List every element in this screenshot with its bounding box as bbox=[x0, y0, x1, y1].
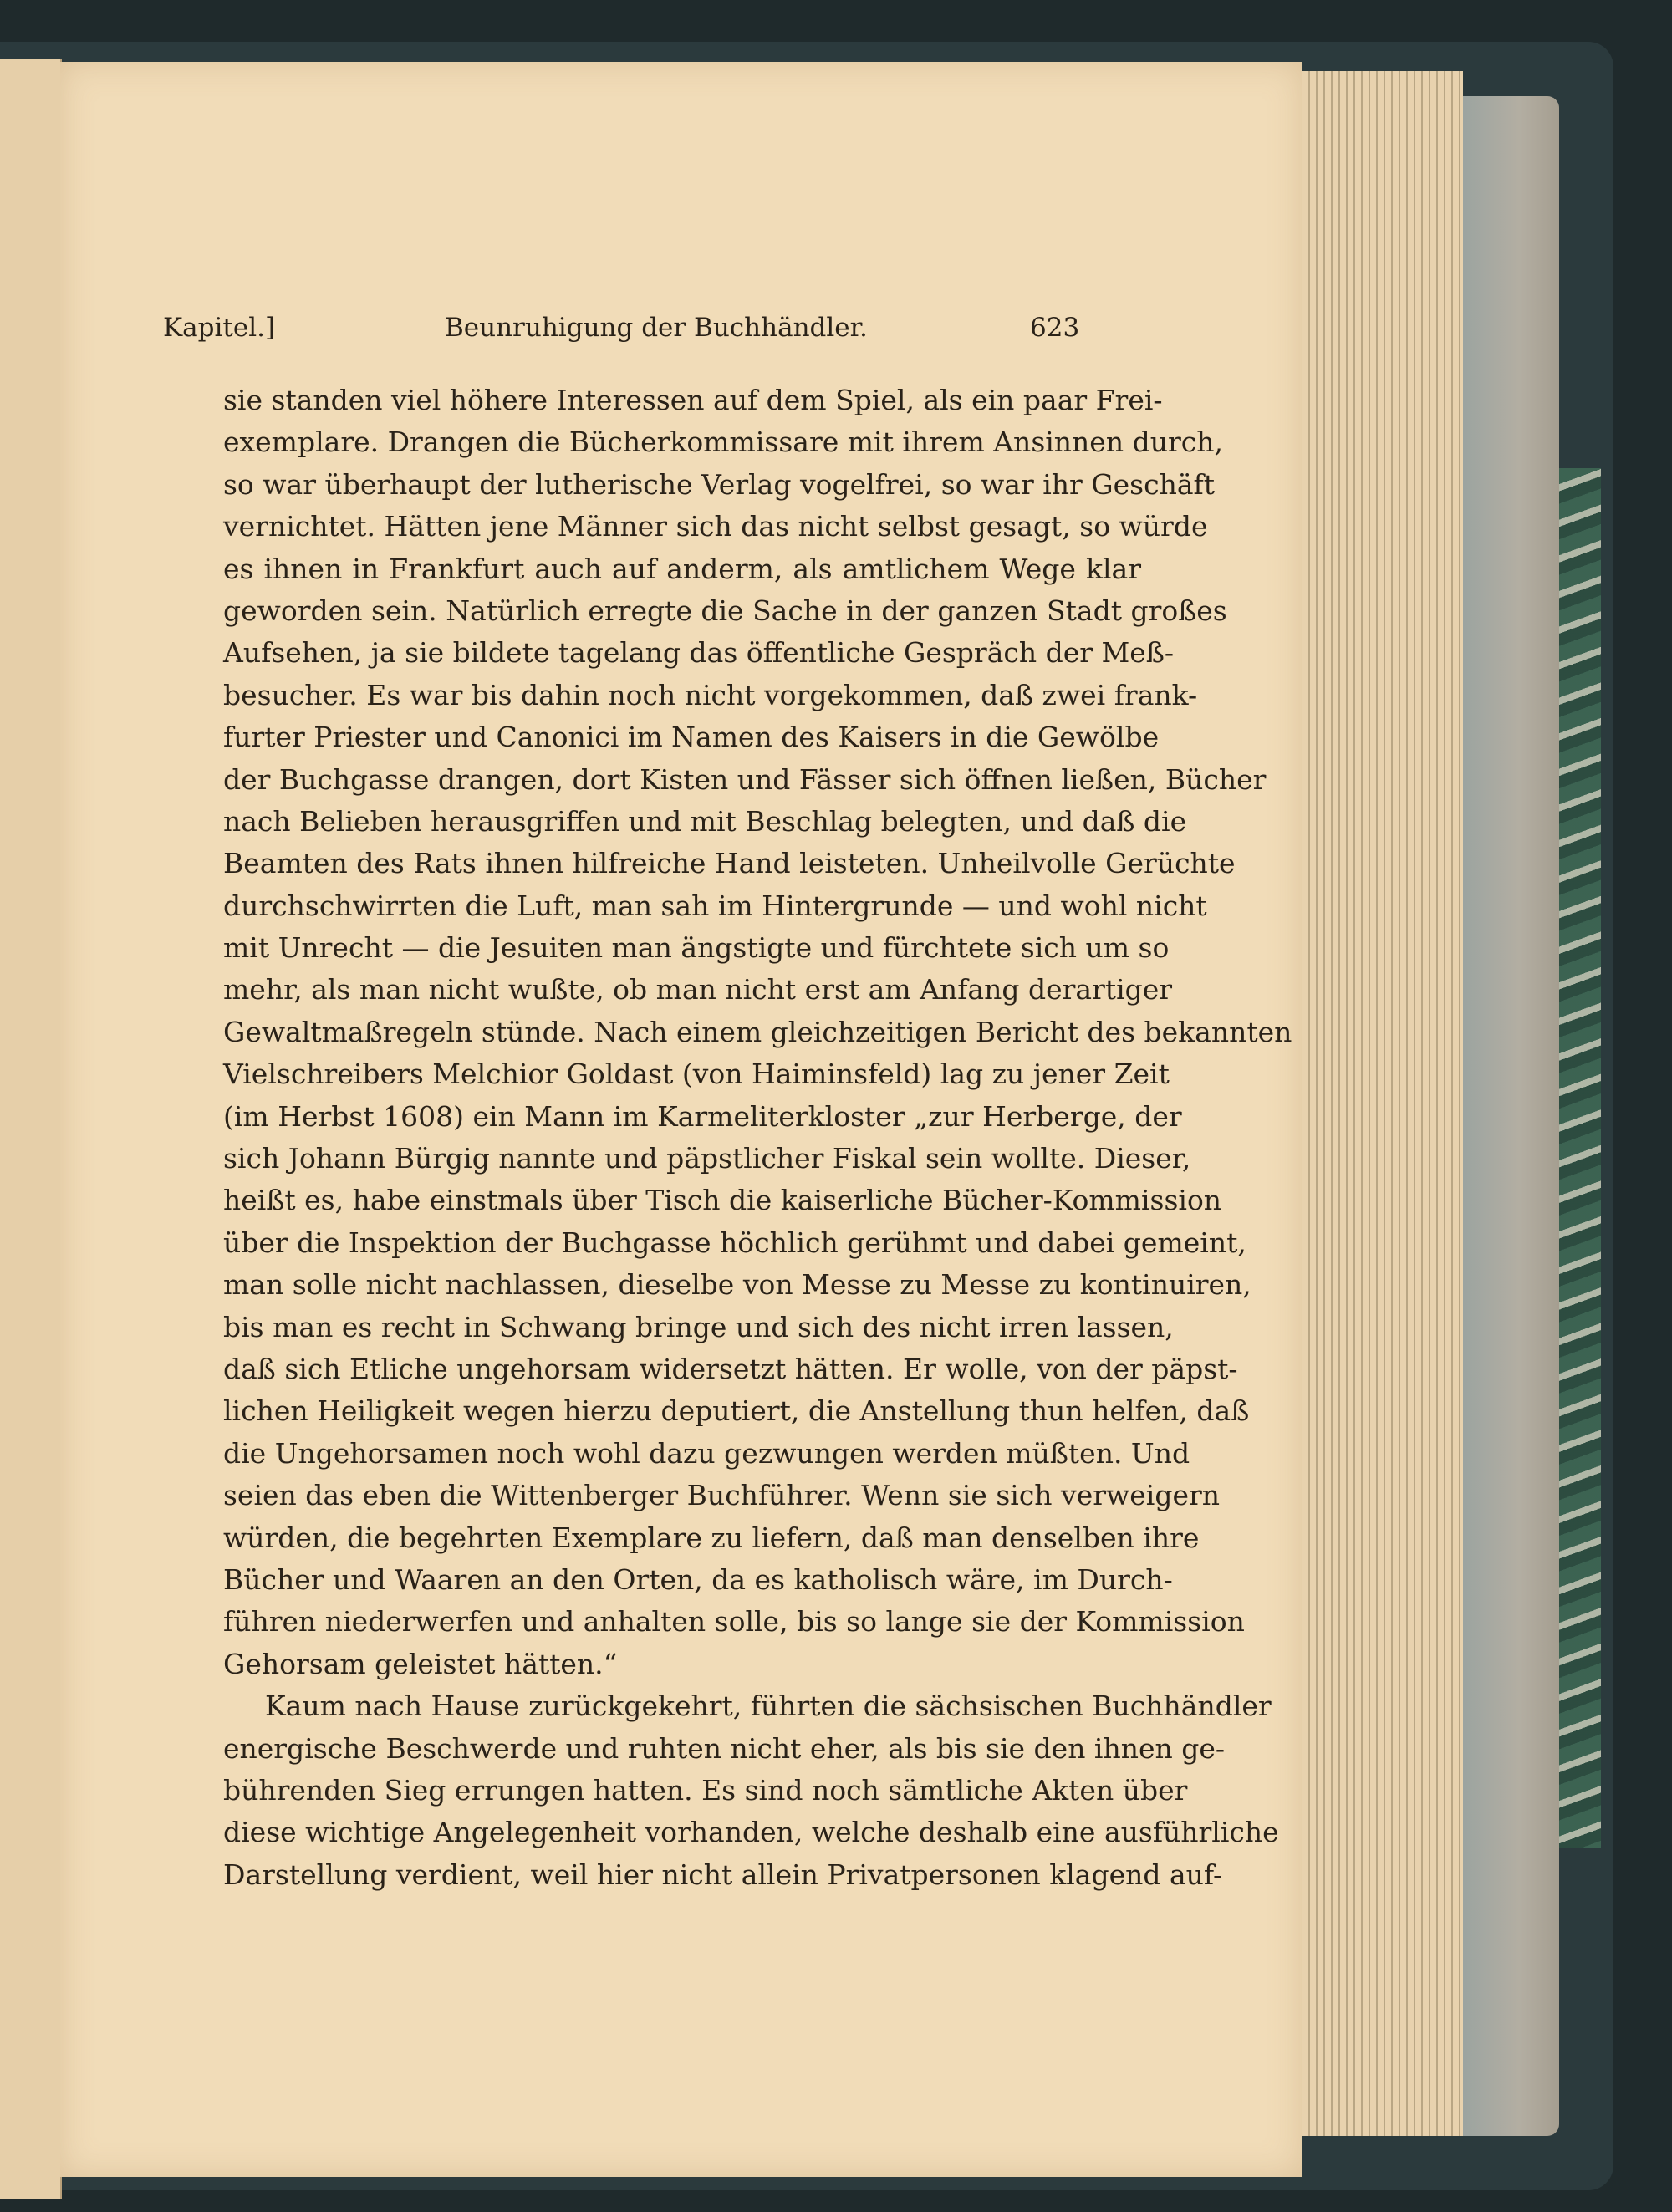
text-line: besucher. Es war bis dahin noch nicht vorgekommen, daß zwei frank- bbox=[223, 678, 1198, 711]
text-line: Gehorsam geleistet hätten.“ bbox=[223, 1647, 618, 1680]
text-line: so war überhaupt der lutherische Verlag vogelfrei, so war ihr Geschäft bbox=[223, 467, 1215, 501]
text-line: mehr, als man nicht wußte, ob man nicht erst am Anfang derartiger bbox=[223, 973, 1173, 1007]
running-head-title: Beunruhigung der Buchhändler. bbox=[445, 313, 868, 343]
text-line: (im Herbst 1608) ein Mann im Karmeliterkloster „zur Herberge, der bbox=[223, 1099, 1182, 1133]
text-line: diese wichtige Angelegenheit vorhanden, welche deshalb eine ausführliche bbox=[223, 1816, 1279, 1849]
body-text bbox=[223, 380, 1292, 1896]
text-line: die Ungehorsamen noch wohl dazu gezwungen werden müßten. Und bbox=[223, 1436, 1190, 1470]
text-line: mit Unrecht — die Jesuiten man ängstigte und fürchtete sich um so bbox=[223, 931, 1170, 965]
previous-page-edge bbox=[0, 59, 62, 2199]
text-line: Bücher und Waaren an den Orten, da es katholisch wäre, im Durch- bbox=[223, 1562, 1173, 1596]
text-line: bührenden Sieg errungen hatten. Es sind noch sämtliche Akten über bbox=[223, 1773, 1188, 1807]
running-head-chapter: Kapitel.] bbox=[163, 313, 276, 343]
text-line: durchschwirrten die Luft, man sah im Hintergrunde — und wohl nicht bbox=[223, 889, 1207, 922]
text-line: lichen Heiligkeit wegen hierzu deputiert, die Anstellung thun helfen, daß bbox=[223, 1394, 1250, 1428]
text-line: sie standen viel höhere Interessen auf dem Spiel, als ein paar Frei- bbox=[223, 384, 1163, 416]
text-line: energische Beschwerde und ruhten nicht eher, als bis sie den ihnen ge- bbox=[223, 1731, 1226, 1765]
book-page bbox=[60, 62, 1302, 2177]
text-line: sich Johann Bürgig nannte und päpstlicher Fiskal sein wollte. Dieser, bbox=[223, 1142, 1191, 1175]
text-line: der Buchgasse drangen, dort Kisten und Fässer sich öffnen ließen, Bücher bbox=[223, 762, 1267, 796]
text-line: über die Inspektion der Buchgasse höchlich gerühmt und dabei gemeint, bbox=[223, 1226, 1246, 1259]
text-line: man solle nicht nachlassen, dieselbe von Messe zu Messe zu kontinuiren, bbox=[223, 1268, 1251, 1302]
endpaper bbox=[1459, 96, 1559, 2136]
text-line: heißt es, habe einstmals über Tisch die kaiserliche Bücher-Kommission bbox=[223, 1184, 1222, 1217]
text-line: daß sich Etliche ungehorsam widersetzt hätten. Er wolle, von der päpst- bbox=[223, 1352, 1238, 1385]
page-number: 623 bbox=[1030, 313, 1080, 343]
text-line: Aufsehen, ja sie bildete tagelang das öffentliche Gespräch der Meß- bbox=[223, 636, 1175, 670]
text-line: Kaum nach Hause zurückgekehrt, führten die sächsischen Buchhändler bbox=[265, 1690, 1272, 1723]
text-line: führen niederwerfen und anhalten solle, bis so lange sie der Kommission bbox=[223, 1605, 1245, 1639]
text-line: Beamten des Rats ihnen hilfreiche Hand leisteten. Unheilvolle Gerüchte bbox=[223, 847, 1236, 880]
text-line: Gewaltmaßregeln stünde. Nach einem gleichzeitigen Bericht des bekannten bbox=[223, 1015, 1292, 1048]
marbled-paper bbox=[1559, 468, 1601, 1848]
text-line: vernichtet. Hätten jene Männer sich das nicht selbst gesagt, so würde bbox=[223, 510, 1208, 543]
page-edges bbox=[1287, 71, 1463, 2136]
text-line: seien das eben die Wittenberger Buchführer. Wenn sie sich verweigern bbox=[223, 1479, 1221, 1512]
text-line: geworden sein. Natürlich erregte die Sache in der ganzen Stadt großes bbox=[223, 594, 1227, 627]
text-line: Vielschreibers Melchior Goldast (von Haiminsfeld) lag zu jener Zeit bbox=[223, 1058, 1170, 1091]
text-line: es ihnen in Frankfurt auch auf anderm, als amtlichem Wege klar bbox=[223, 552, 1141, 585]
text-line: würden, die begehrten Exemplare zu liefern, daß man denselben ihre bbox=[223, 1521, 1200, 1554]
text-line: exemplare. Drangen die Bücherkommissare mit ihrem Ansinnen durch, bbox=[223, 426, 1223, 459]
text-line: furter Priester und Canonici im Namen des Kaisers in die Gewölbe bbox=[223, 721, 1160, 754]
text-line: bis man es recht in Schwang bringe und sich des nicht irren lassen, bbox=[223, 1310, 1174, 1343]
text-line: nach Belieben herausgriffen und mit Beschlag belegten, und daß die bbox=[223, 804, 1187, 838]
text-line: Darstellung verdient, weil hier nicht allein Privatpersonen klagend auf- bbox=[223, 1858, 1223, 1891]
